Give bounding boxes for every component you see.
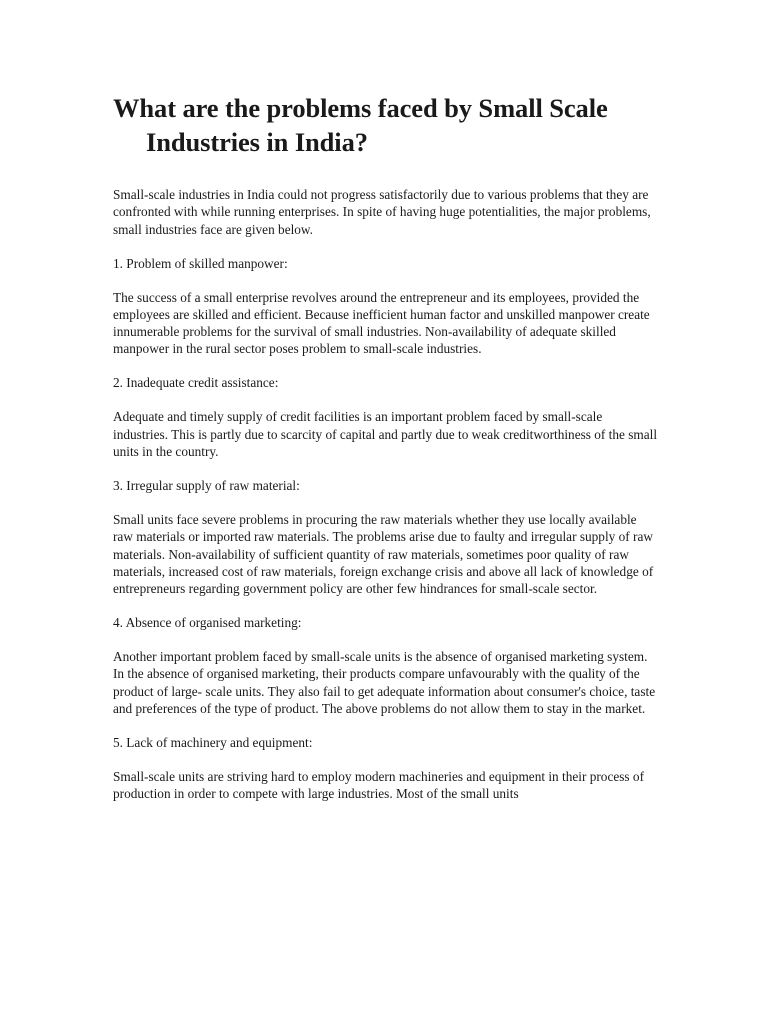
section-body: Adequate and timely supply of credit facilities is an important problem faced by small-scale industries. This is partly due to scarcity of capital and partly due to weak creditworthiness of the small units in the country. xyxy=(113,409,658,460)
section-heading: 5. Lack of machinery and equipment: xyxy=(113,735,313,751)
intro-paragraph: Small-scale industries in India could not progress satisfactorily due to various problems that they are confronted with while running enterprises. In spite of having huge potentialities, the major problems, small industries face are given below. xyxy=(113,187,651,237)
section-heading: 2. Inadequate credit assistance: xyxy=(113,375,279,391)
section-body: Small units face severe problems in procuring the raw materials whether they use locally available raw materials or imported raw materials. The problems arise due to faulty and irregular supply of raw materials. Non-availability of sufficient quantity of raw materials, sometimes poor quality of raw materials, increased cost of raw materials, foreign exchange crisis and above all lack of knowledge of entrepreneurs regarding government policy are other few hindrances for small-scale sector. xyxy=(113,511,654,597)
document-page xyxy=(113,91,658,819)
section-heading: 4. Absence of organised marketing: xyxy=(113,615,302,631)
section-heading: 3. Irregular supply of raw material: xyxy=(113,478,300,493)
section-body: Another important problem faced by small-scale units is the absence of organised marketing system. In the absence of organised marketing, their products compare unfavourably with the quality of the product of large- scale units. They also fail to get adequate information about consumer's choice, taste and preferences of the type of product. The above problems do not allow them to stay in the market. xyxy=(113,649,656,717)
page-title: What are the problems faced by Small Scale Industries in India? xyxy=(113,93,608,157)
section-body: Small-scale units are striving hard to employ modern machineries and equipment in their process of production in order to compete with large industries. Most of the small units xyxy=(113,769,644,802)
section-heading: 1. Problem of skilled manpower: xyxy=(113,255,288,271)
section-body: The success of a small enterprise revolves around the entrepreneur and its employees, provided the employees are skilled and efficient. Because inefficient human factor and unskilled manpower create innumerable problems for the survival of small industries. Non-availability of adequate skilled manpower in the rural sector poses problem to small-scale industries. xyxy=(113,289,650,357)
